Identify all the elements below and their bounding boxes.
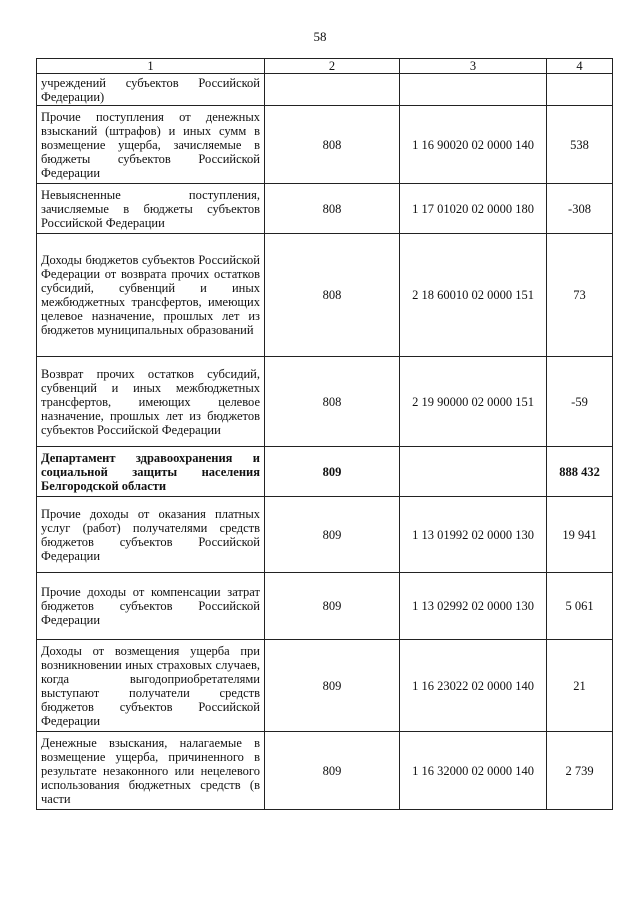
row-amount: -59: [547, 357, 613, 447]
table-row: [37, 573, 613, 640]
column-header-1: 1: [37, 59, 265, 74]
row-description: учреждений субъектов Российской Федерации): [37, 74, 265, 106]
table-header-row: [37, 59, 613, 74]
table-row: [37, 74, 613, 106]
row-amount: 2 739: [547, 732, 613, 810]
row-budget-code: 1 17 01020 02 0000 180: [400, 184, 547, 234]
department-row: [37, 447, 613, 497]
row-budget-code: 1 16 23022 02 0000 140: [400, 640, 547, 732]
row-budget-code: 2 18 60010 02 0000 151: [400, 234, 547, 357]
row-budget-code: 1 13 01992 02 0000 130: [400, 497, 547, 573]
column-header-4: 4: [547, 59, 613, 74]
page-number: 58: [313, 29, 327, 44]
department-name: Департамент здравоохранения и социальной защиты населения Белгородской области: [37, 447, 265, 497]
row-description: Невыясненные поступления, зачисляемые в бюджеты субъектов Российской Федерации: [37, 184, 265, 234]
revenue-table: [36, 58, 613, 810]
row-admin-code: 809: [265, 640, 400, 732]
row-description: Возврат прочих остатков субсидий, субвенций и иных межбюджетных трансфертов, имеющих целевое назначение, прошлых лет из бюджетов субъектов Российской Федерации: [37, 357, 265, 447]
row-description: Доходы от возмещения ущерба при возникновении иных страховых случаев, когда выгодоприобретателями выступают получатели средств бюджетов субъектов Российской Федерации: [37, 640, 265, 732]
table-row: [37, 234, 613, 357]
table-row: [37, 640, 613, 732]
row-budget-code: 1 16 32000 02 0000 140: [400, 732, 547, 810]
row-description: Доходы бюджетов субъектов Российской Федерации от возврата прочих остатков субсидий, субвенций и иных межбюджетных трансфертов, имеющих целевое назначение, прошлых лет из бюджетов муниципальных образований: [37, 234, 265, 357]
row-admin-code: 809: [265, 732, 400, 810]
row-admin-code: [265, 74, 400, 106]
row-budget-code: 1 13 02992 02 0000 130: [400, 573, 547, 640]
column-header-3: 3: [400, 59, 547, 74]
row-amount: -308: [547, 184, 613, 234]
department-code: 809: [265, 447, 400, 497]
table-row: [37, 357, 613, 447]
row-budget-code: 2 19 90000 02 0000 151: [400, 357, 547, 447]
row-description: Денежные взыскания, налагаемые в возмещение ущерба, причиненного в результате незаконного или нецелевого использования бюджетных средств (в части: [37, 732, 265, 810]
column-header-2: 2: [265, 59, 400, 74]
department-budget-code: [400, 447, 547, 497]
row-budget-code: [400, 74, 547, 106]
row-amount: 73: [547, 234, 613, 357]
row-amount: 21: [547, 640, 613, 732]
table-row: [37, 732, 613, 810]
row-amount: 5 061: [547, 573, 613, 640]
row-admin-code: 808: [265, 234, 400, 357]
table-row: [37, 106, 613, 184]
row-description: Прочие поступления от денежных взысканий (штрафов) и иных сумм в возмещение ущерба, зачисляемые в бюджеты субъектов Российской Федерации: [37, 106, 265, 184]
row-description: Прочие доходы от оказания платных услуг (работ) получателями средств бюджетов субъектов Российской Федерации: [37, 497, 265, 573]
row-admin-code: 808: [265, 184, 400, 234]
row-amount: 19 941: [547, 497, 613, 573]
row-admin-code: 809: [265, 497, 400, 573]
row-amount: [547, 74, 613, 106]
row-admin-code: 809: [265, 573, 400, 640]
row-admin-code: 808: [265, 106, 400, 184]
department-total: 888 432: [547, 447, 613, 497]
row-amount: 538: [547, 106, 613, 184]
row-admin-code: 808: [265, 357, 400, 447]
table-row: [37, 184, 613, 234]
row-description: Прочие доходы от компенсации затрат бюджетов субъектов Российской Федерации: [37, 573, 265, 640]
table-row: [37, 497, 613, 573]
row-budget-code: 1 16 90020 02 0000 140: [400, 106, 547, 184]
